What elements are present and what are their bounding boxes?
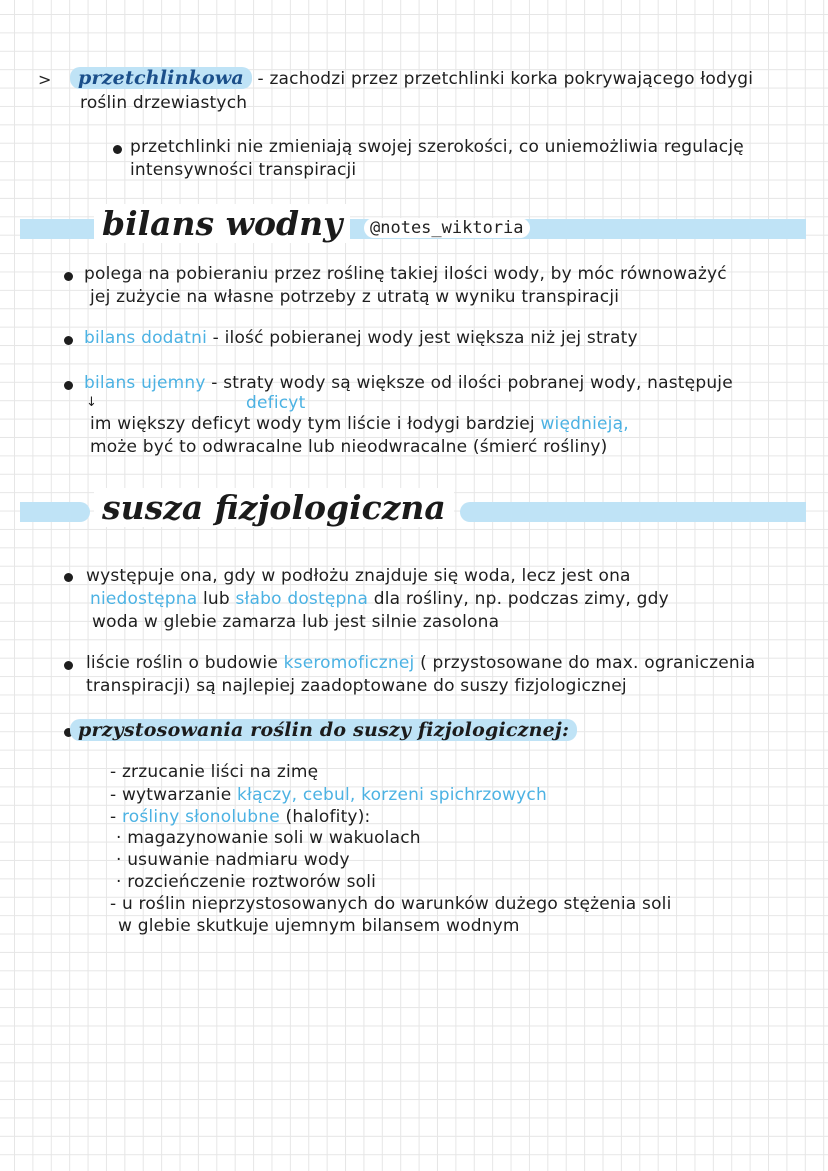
bilans-b1-line-2: jej zużycie na własne potrzeby z utratą w wyniku transpiracji	[90, 287, 620, 307]
bilans-b3-rest: - straty wody są większe od ilości pobranej wody, następuje	[211, 373, 733, 393]
adapt-item-2	[110, 785, 547, 805]
term-wiedniea: więdnieją,	[540, 414, 629, 434]
arrow-marker-icon: >	[38, 70, 52, 89]
adapt-item-2-a: - wytwarzanie	[110, 785, 232, 805]
term-przetchlinkowa: przetchlinkowa	[70, 67, 252, 89]
susza-b1-lub: lub	[202, 589, 230, 609]
adapt-item-3-rest: (halofity):	[285, 807, 371, 827]
intro-line-1	[70, 68, 753, 89]
adapt-item-4-line-1: - u roślin nieprzystosowanych do warunków dużego stężenia soli	[110, 894, 672, 914]
down-arrow-icon: ↓	[86, 395, 98, 410]
bullet-icon	[64, 381, 73, 390]
term-rosliny-slonolubne: rośliny słonolubne	[121, 807, 280, 827]
susza-b1-line-1: występuje ona, gdy w podłożu znajduje się woda, lecz jest ona	[86, 566, 631, 586]
author-handle: @notes_wiktoria	[364, 218, 530, 238]
annotation-deficyt: deficyt	[246, 393, 306, 413]
term-niedostepna: niedostępna	[90, 589, 198, 609]
susza-b1-line-2	[90, 589, 669, 609]
susza-b2-b: ( przystosowane do max. ograniczenia	[420, 653, 756, 673]
intro-sub-line-2: intensywności transpiracji	[130, 160, 357, 180]
intro-sub-line-1: przetchlinki nie zmieniają swojej szerokości, co uniemożliwia regulację	[130, 137, 744, 157]
term-slabo-dostepna: słabo dostępna	[235, 589, 369, 609]
adapt-item-4-line-2: w glebie skutkuje ujemnym bilansem wodnym	[118, 916, 520, 936]
susza-b2-line-2: transpiracji) są najlepiej zaadoptowane do suszy fizjologicznej	[86, 676, 627, 696]
susza-b1-line-3: woda w glebie zamarza lub jest silnie zasolona	[92, 612, 500, 632]
section-band-susza-right	[460, 502, 806, 522]
term-klaczy-cebul: kłączy, cebul,	[237, 785, 356, 805]
section-title-susza: susza fizjologiczna	[94, 488, 454, 527]
adapt-sub-item-2: · usuwanie nadmiaru wody	[116, 850, 350, 870]
adapt-sub-item-1: · magazynowanie soli w wakuolach	[116, 828, 421, 848]
bilans-b3-line-2	[90, 414, 629, 434]
susza-b2-line-1	[86, 653, 755, 673]
bilans-b3-line2-text: im większy deficyt wody tym liście i łodygi bardziej	[90, 414, 535, 434]
term-kseromoficznej: kseromoficznej	[283, 653, 415, 673]
bilans-b2	[84, 328, 638, 348]
bullet-icon	[113, 145, 122, 154]
bullet-icon	[64, 272, 73, 281]
bilans-b2-rest: - ilość pobieranej wody jest większa niż jej straty	[212, 328, 638, 348]
intro-line1-rest: - zachodzi przez przetchlinki korka pokrywającego łodygi	[257, 69, 754, 89]
term-bilans-dodatni: bilans dodatni	[84, 328, 208, 348]
term-bilans-ujemny: bilans ujemny	[84, 373, 206, 393]
adapt-item-1: - zrzucanie liści na zimę	[110, 762, 319, 782]
section-band-susza-left	[20, 502, 90, 522]
bullet-icon	[64, 573, 73, 582]
adapt-item-3	[110, 807, 370, 827]
bullet-icon	[64, 661, 73, 670]
susza-b2-a: liście roślin o budowie	[86, 653, 278, 673]
bullet-icon	[64, 336, 73, 345]
section-title-bilans: bilans wodny	[94, 204, 350, 243]
term-korzeni-spichrzowych: korzeni spichrzowych	[361, 785, 547, 805]
susza-b1-line2-rest: dla rośliny, np. podczas zimy, gdy	[373, 589, 669, 609]
adapt-heading	[70, 720, 577, 741]
adapt-heading-text: przystosowania roślin do suszy fizjologicznej:	[70, 719, 577, 741]
bilans-b1-line-1: polega na pobieraniu przez roślinę takiej ilości wody, by móc równoważyć	[84, 264, 727, 284]
bilans-b3-line-1	[84, 373, 733, 393]
intro-line-2: roślin drzewiastych	[80, 93, 248, 113]
bilans-b3-line-3: może być to odwracalne lub nieodwracalne (śmierć rośliny)	[90, 437, 608, 457]
adapt-item-3-dash: -	[110, 807, 117, 827]
adapt-sub-item-3: · rozcieńczenie roztworów soli	[116, 872, 377, 892]
